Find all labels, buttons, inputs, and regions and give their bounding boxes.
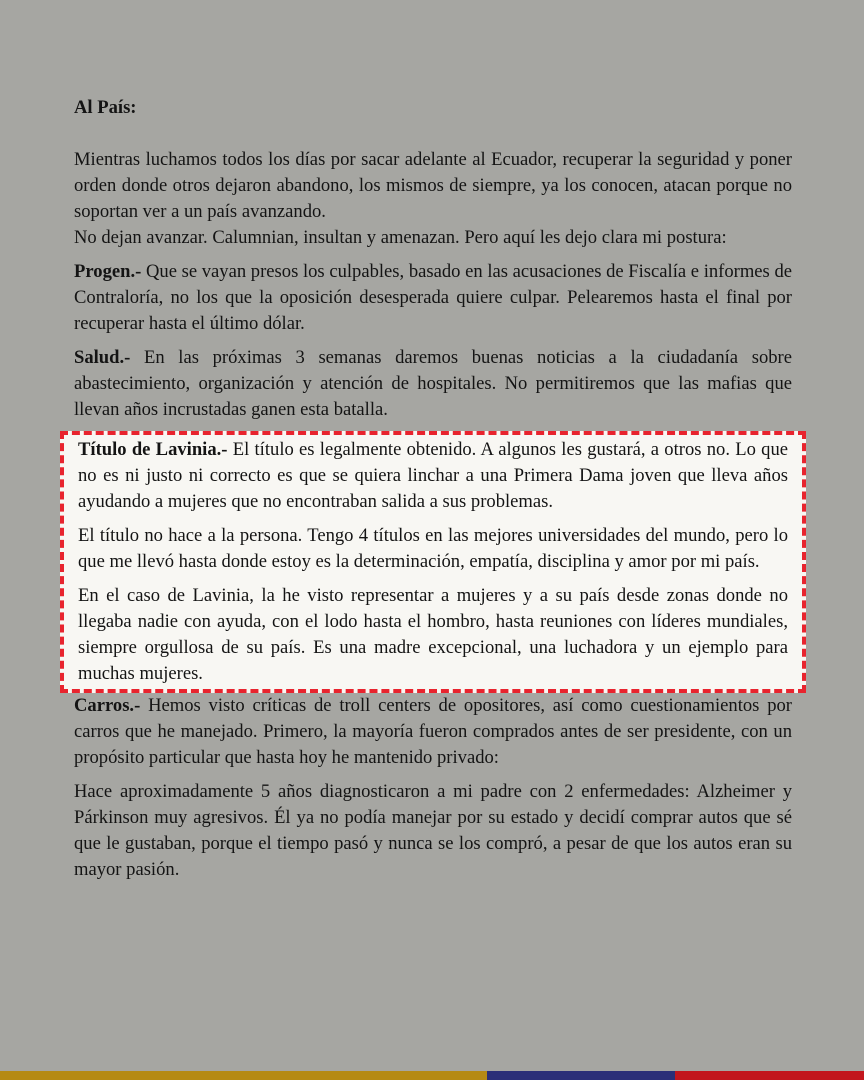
letter-greeting: Al País: <box>74 97 137 118</box>
salud-paragraph <box>74 345 792 423</box>
carros-paragraph-2: Hace aproximadamente 5 años diagnosticaron a mi padre con 2 enfermedades: Alzheimer y Párkinson muy agresivos. Él ya no podía manejar por su estado y decidí comprar autos que sé que le gustaban, porque el tiempo pasó y nunca se los compró, a pesar de que los autos eran su mayor pasión. <box>74 781 792 880</box>
titulo-text: El título es legalmente obtenido. A algunos les gustará, a otros no. Lo que no es ni justo ni correcto es que se quiera linchar a una Primera Dama joven que lleva años ayudando a mujeres que no encontraban salida a sus problemas. <box>78 439 789 512</box>
ecuador-flag-stripe <box>0 1071 864 1080</box>
carros-text: Hemos visto críticas de troll centers de opositores, así como cuestionamientos por carros que he manejado. Primero, la mayoría fueron comprados antes de ser presidente, con un propósito particular que hasta hoy he mantenido privado: <box>74 695 792 768</box>
greeting-spacer <box>74 121 792 147</box>
titulo-paragraph <box>78 437 788 515</box>
progen-lead: Progen.- <box>74 261 142 282</box>
highlighted-section-lavinia <box>60 431 806 693</box>
salud-lead: Salud.- <box>74 347 131 368</box>
titulo-lead: Título de Lavinia.- <box>78 439 228 460</box>
salud-text: En las próximas 3 semanas daremos buenas noticias a la ciudadanía sobre abastecimiento, organización y atención de hospitales. No permitiremos que las mafias que llevan años incrustadas ganen esta batalla. <box>74 347 792 420</box>
flag-stripe-red <box>675 1071 864 1080</box>
progen-text: Que se vayan presos los culpables, basado en las acusaciones de Fiscalía e informes de Contraloría, no los que la oposición desesperada quiere culpar. Pelearemos hasta el final por recuperar hasta el último dólar. <box>74 261 792 334</box>
intro-paragraph: Mientras luchamos todos los días por sacar adelante al Ecuador, recuperar la seguridad y poner orden donde otros dejaron abandono, los mismos de siempre, ya los conocen, atacan porque no soportan ver a un país avanzando. <box>74 149 792 222</box>
progen-paragraph <box>74 259 792 337</box>
letter-document <box>74 95 792 883</box>
titulo-paragraph-3: En el caso de Lavinia, la he visto representar a mujeres y a su país desde zonas donde no llegaba nadie con ayuda, con el lodo hasta el hombro, hasta reuniones con líderes mundiales, siempre orgullosa de su país. Es una madre excepcional, una luchadora y un ejemplo para muchas mujeres. <box>78 585 788 684</box>
carros-paragraph <box>74 693 792 771</box>
titulo-paragraph-2: El título no hace a la persona. Tengo 4 títulos en las mejores universidades del mundo, pero lo que me llevó hasta donde estoy es la determinación, empatía, disciplina y amor por mi país. <box>78 525 788 572</box>
flag-stripe-yellow <box>0 1071 487 1080</box>
intro-paragraph-2: No dejan avanzar. Calumnian, insultan y amenazan. Pero aquí les dejo clara mi postura: <box>74 227 727 248</box>
flag-stripe-blue <box>487 1071 675 1080</box>
carros-lead: Carros.- <box>74 695 141 716</box>
